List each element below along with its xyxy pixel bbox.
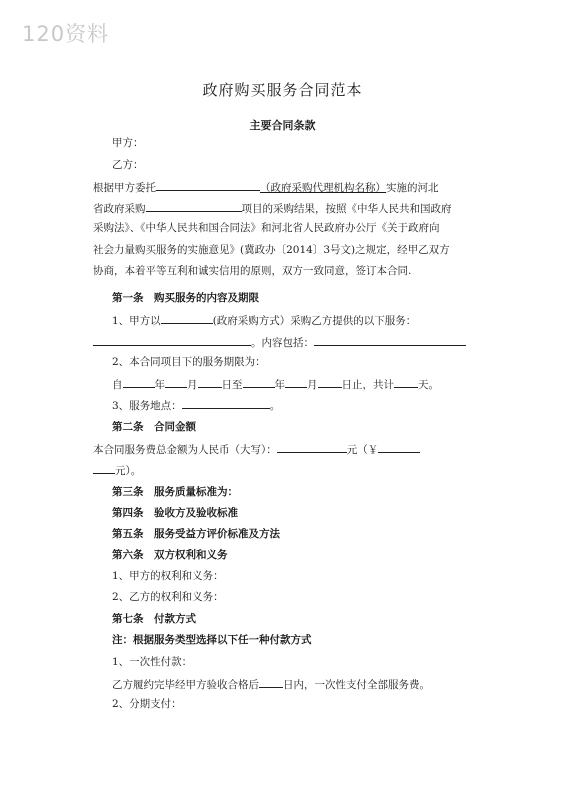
document-title: 政府购买服务合同范本 (202, 81, 363, 99)
item-text: 乙方履约完毕经甲方验收合格后 (112, 679, 259, 691)
payment-note: 注：根据服务类型选择以下任一种付款方式 (112, 634, 312, 646)
document-subtitle: 主要合同条款 (249, 119, 316, 132)
period-text: 日止，共计 (341, 379, 394, 391)
intro-text: （政府采购代理机构名称） (260, 182, 386, 194)
article-5-heading: 第五条 服务受益方评价标准及方法 (112, 528, 280, 540)
blank-line (378, 441, 420, 453)
article-1-item-1 (112, 312, 416, 328)
item-text: 元（￥ (346, 444, 379, 456)
blank-line (259, 676, 283, 688)
article-4-heading: 第四条 验收方及验收标准 (112, 507, 238, 519)
blank-line (156, 179, 260, 191)
blank-line (93, 334, 251, 346)
intro-line-4: 社会力量购买服务的实施意见》(冀政办〔2014〕3号文)之规定，经甲乙双方 (93, 244, 450, 256)
watermark: 120资料 (22, 22, 110, 46)
blank-line (277, 441, 347, 453)
item-text: 本合同服务费总金额为人民币（大写）： (93, 444, 277, 456)
intro-text: 实施的河北 (386, 182, 439, 194)
item-text: 1、甲方以 (112, 315, 161, 327)
intro-text: 省政府采购 (93, 203, 146, 215)
item-text: 日内，一次性支付全部服务费。 (283, 679, 430, 691)
item-text: (政府采购方式）采购乙方提供的以下服务： (212, 315, 417, 327)
period-text: 月 (187, 379, 198, 391)
blank-line (314, 334, 466, 346)
article-2-heading: 第二条 合同金额 (112, 421, 196, 433)
article-7-item-2: 2、分期支付： (112, 698, 182, 710)
blank-line (318, 376, 342, 388)
blank-line (285, 376, 307, 388)
blank-line (93, 462, 115, 474)
intro-line-2 (93, 200, 452, 216)
blank-line (146, 200, 242, 212)
item-text: 。 (269, 400, 281, 412)
item-text: 3、服务地点： (112, 400, 182, 412)
intro-line-1 (93, 179, 439, 195)
article-6-item-2: 2、乙方的权利和义务： (112, 591, 224, 603)
period-text: 年 (154, 379, 165, 391)
article-2-line-2 (93, 462, 141, 478)
blank-line (198, 376, 222, 388)
period-text: 自 (112, 379, 123, 391)
party-b-line: 乙方： (112, 159, 144, 171)
party-a-line: 甲方： (112, 137, 144, 149)
period-text: 天。 (418, 379, 439, 391)
intro-text: 项目的采购结果，按照《中华人民共和国政府 (241, 203, 452, 215)
period-text: 年 (274, 379, 285, 391)
article-1-item-2: 2、本合同项目下的服务期限为： (112, 356, 266, 368)
blank-line (161, 312, 213, 324)
service-period-line (112, 376, 439, 392)
article-1-heading: 第一条 购买服务的内容及期限 (112, 292, 259, 304)
blank-line (243, 376, 275, 388)
article-6-heading: 第六条 双方权利和义务 (112, 549, 228, 561)
article-2-line-1 (93, 441, 420, 457)
intro-line-3: 采购法》、《中华人民共和国合同法》和河北省人民政府办公厅《关于政府向 (93, 222, 440, 234)
blank-line (123, 376, 155, 388)
article-7-item-1: 1、一次性付款： (112, 656, 193, 668)
blank-line (165, 376, 187, 388)
item-text: 。内容包括： (251, 337, 314, 349)
item-text: 元）。 (115, 465, 142, 477)
article-3-heading: 第三条 服务质量标准为： (112, 486, 238, 498)
article-1-item-3 (112, 397, 280, 413)
intro-line-5: 协商，本着平等互利和诚实信用的原则，双方一致同意，签订本合同. (93, 265, 412, 277)
article-6-item-1: 1、甲方的权利和义务： (112, 570, 224, 582)
intro-text: 根据甲方委托 (93, 182, 156, 194)
blank-line (182, 397, 270, 409)
blank-line (394, 376, 418, 388)
article-1-item-1-cont (93, 334, 466, 350)
period-text: 月 (307, 379, 318, 391)
period-text: 日至 (221, 379, 243, 391)
lump-sum-line (112, 676, 430, 692)
article-7-heading: 第七条 付款方式 (112, 613, 196, 625)
